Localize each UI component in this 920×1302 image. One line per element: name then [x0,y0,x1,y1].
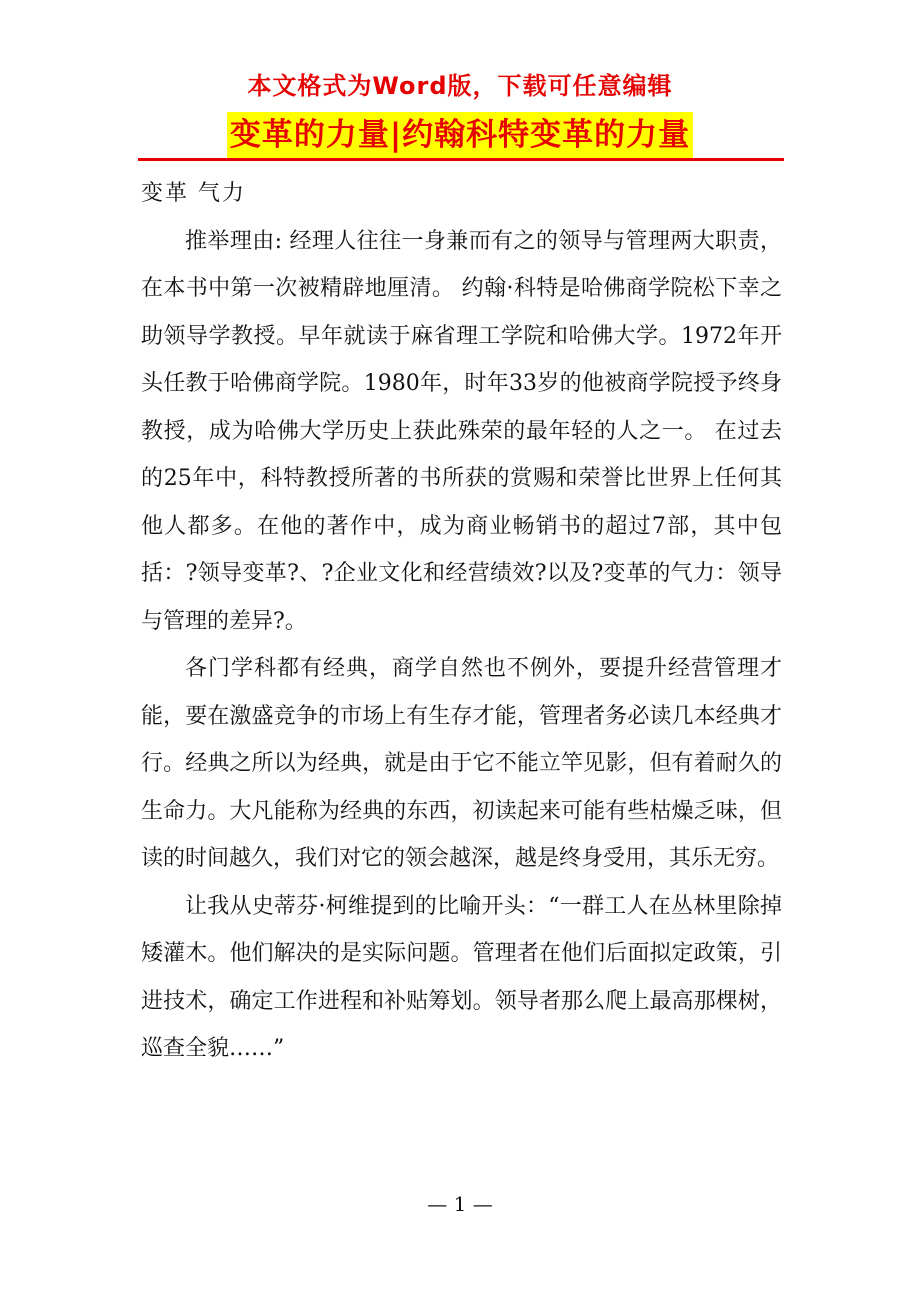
document-body [141,170,782,1073]
paragraph-metaphor: 让我从史蒂芬·柯维提到的比喻开头：“一群工人在丛林里除掉矮灌木。他们解决的是实际问题。管理者在他们后面拟定政策，引进技术，确定工作进程和补贴筹划。领导者那么爬上最高那棵树，巡查全貌……” [141,893,782,1061]
paragraph-classics: 各门学科都有经典，商学自然也不例外，要提升经营管理才能，要在激盛竞争的市场上有生存才能，管理者务必读几本经典才行。经典之所以为经典，就是由于它不能立竿见影，但有着耐久的生命力。大凡能称为经典的东西，初读起来可能有些枯燥乏味，但读的时间越久，我们对它的领会越深，越是终身受用，其乐无穷。 [141,656,782,871]
download-notice: 本文格式为Word版，下载可任意编辑 [247,72,673,100]
keywords-line: 变革 气力 [141,181,246,206]
title-container [0,112,920,158]
title-divider [138,158,784,161]
page-number: — 1 — [427,1192,493,1216]
paragraph-recommendation: 推举理由: 经理人往往一身兼而有之的领导与管理两大职责，在本书中第一次被精辟地厘清。 约翰·科特是哈佛商学院松下幸之助领导学教授。早年就读于麻省理工学院和哈佛大学。1972年开头任教于哈佛商学院。1980年，时年33岁的他被商学院授予终身教授，成为哈佛大学历史上获此殊荣的最年轻的人之一。 在过去的25年中，科特教授所著的书所获的赏赐和荣誉比世界上任何其他人都多。在他的著作中，成为商业畅销书的超过7部，其中包括：?领导变革?、?企业文化和经营绩效?以及?变革的气力：领导与管理的差异?。 [141,228,782,634]
document-title: 变革的力量|约翰科特变革的力量 [227,112,693,158]
